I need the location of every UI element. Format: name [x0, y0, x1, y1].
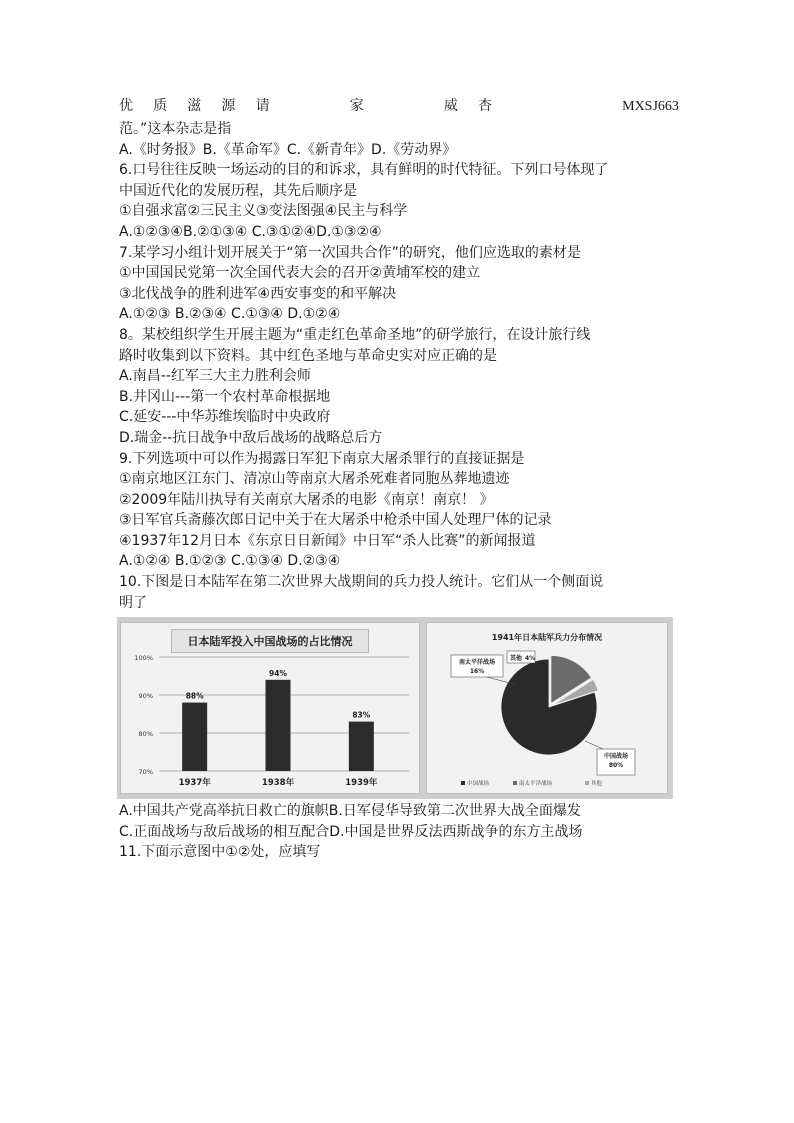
x-tick-label: 1937年 — [178, 778, 211, 789]
pie-slice-value: 4% — [525, 655, 536, 663]
pie-slice-label: 南太平洋战场 — [458, 659, 496, 667]
header-char: 滋 — [187, 98, 202, 114]
q7-items: ③北伐战争的胜利进军④西安事变的和平解决 — [119, 285, 397, 302]
bar — [182, 703, 207, 771]
q9-item: ①南京地区江东门、清凉山等南京大屠杀死难者同胞丛葬地遗迹 — [119, 471, 510, 488]
header-char: 源 — [221, 98, 236, 114]
q7-items: ①中国国民党第一次全国代表大会的召开②黄埔军校的建立 — [119, 265, 481, 282]
document-page — [119, 96, 679, 863]
header-char: 请 — [255, 98, 270, 114]
x-tick-label: 1938年 — [261, 778, 295, 789]
text-line: 范。”这本杂志是指 — [119, 121, 232, 137]
legend-label: 其他 — [591, 781, 603, 788]
q8-stem: 8。某校组织学生开展主题为“重走红色革命圣地”的研学旅行，在设计旅行线 — [119, 326, 591, 343]
q10-option: A.中国共产党高举抗日救亡的旗帜B.日军侵华导致第二次世界大战全面爆发 — [119, 803, 581, 820]
q7-options: A.①②③ B.②③④ C.①③④ D.①②④ — [119, 306, 341, 323]
header-code: MXSJ663 — [622, 99, 679, 114]
bar-value-label: 94% — [269, 669, 287, 679]
pie-chart-title: 1941年日本陆军兵力分布情况 — [491, 633, 603, 643]
q7-stem: 7.某学习小组计划开展关于“第一次国共合作”的研究，他们应选取的素材是 — [119, 244, 581, 261]
leader-line — [585, 741, 603, 749]
y-tick-label: 70% — [138, 768, 153, 777]
x-tick-label: 1939年 — [345, 778, 378, 789]
bar-value-label: 88% — [185, 691, 204, 701]
pie-slice-value: 80% — [608, 762, 624, 770]
header-char: 威 — [443, 98, 458, 114]
pie-slice-label: 中国战场 — [603, 753, 629, 761]
q9-stem: 9.下列选项中可以作为揭露日军犯下南京大屠杀罪行的直接证据是 — [119, 450, 525, 467]
q8-option: D.瑞金--抗日战争中敌后战场的战略总后方 — [119, 429, 383, 446]
q9-item: ②2009年陆川执导有关南京大屠杀的电影《南京！南京！ 》 — [119, 491, 494, 508]
q8-stem: 路时收集到以下资料。其中红色圣地与革命史实对应正确的是 — [119, 347, 497, 364]
legend-swatch — [461, 781, 465, 785]
bar-chart-title: 日本陆军投入中国战场的占比情况 — [171, 629, 369, 653]
header-char: 家 — [349, 98, 364, 114]
legend-label: 中国战场 — [467, 781, 490, 788]
q6-stem: 中国近代化的发展历程，其先后顺序是 — [119, 182, 357, 199]
q10-option: C.正面战场与敌后战场的相互配合D.中国是世界反法西斯战争的东方主战场 — [119, 823, 583, 840]
q9-item: ④1937年12月日本《东京日日新闻》中日军“杀人比赛”的新闻报道 — [119, 532, 536, 549]
bar-chart-panel — [120, 622, 420, 794]
pie-chart — [427, 623, 667, 793]
q6-options: A.①②③④B.②①③④ C.③①②④D.①③②④ — [119, 223, 382, 240]
bar-value-label: 83% — [352, 710, 371, 720]
bar — [266, 680, 291, 771]
q11-stem: 11.下面示意图中①②处，应填写 — [119, 844, 321, 861]
y-tick-label: 100% — [134, 654, 153, 663]
legend-label: 南太平洋战场 — [519, 781, 553, 788]
q8-option: A.南昌--红军三大主力胜利会师 — [119, 368, 311, 385]
header-char: 优 — [119, 98, 133, 114]
q9-item: ③日军官兵斋藤次郎日记中关于在大屠杀中枪杀中国人处理尸体的记录 — [119, 512, 552, 529]
y-tick-label: 80% — [138, 730, 153, 739]
q8-option: B.井冈山---第一个农村革命根据地 — [119, 388, 331, 405]
pie-chart-panel — [426, 622, 668, 794]
page-header — [119, 96, 679, 117]
y-tick-label: 90% — [138, 692, 153, 701]
bar — [349, 722, 374, 771]
q9-options: A.①②④ B.①②③ C.①③④ D.②③④ — [119, 553, 341, 570]
legend-swatch — [513, 781, 517, 785]
header-char: 杏 — [477, 98, 492, 114]
q5-options: A.《时务报》B.《革命军》C.《新青年》D.《劳动界》 — [119, 141, 457, 158]
pie-slice-label: 其他 — [510, 655, 523, 663]
q8-option: C.延安---中华苏维埃临时中央政府 — [119, 409, 331, 426]
q10-stem: 明了 — [119, 594, 147, 611]
q10-stem: 10.下图是日本陆军在第二次世界大战期间的兵力投人统计。它们从一个侧面说 — [119, 574, 604, 591]
pie-slice-value: 16% — [469, 668, 485, 676]
q6-items: ①自强求富②三民主义③变法图强④民主与科学 — [119, 203, 408, 220]
q10-figure — [117, 617, 673, 799]
legend-swatch — [585, 781, 589, 785]
q6-stem: 6.口号往往反映一场运动的目的和诉求，具有鲜明的时代特征。下列口号体现了 — [119, 162, 609, 179]
header-char: 质 — [153, 98, 168, 114]
